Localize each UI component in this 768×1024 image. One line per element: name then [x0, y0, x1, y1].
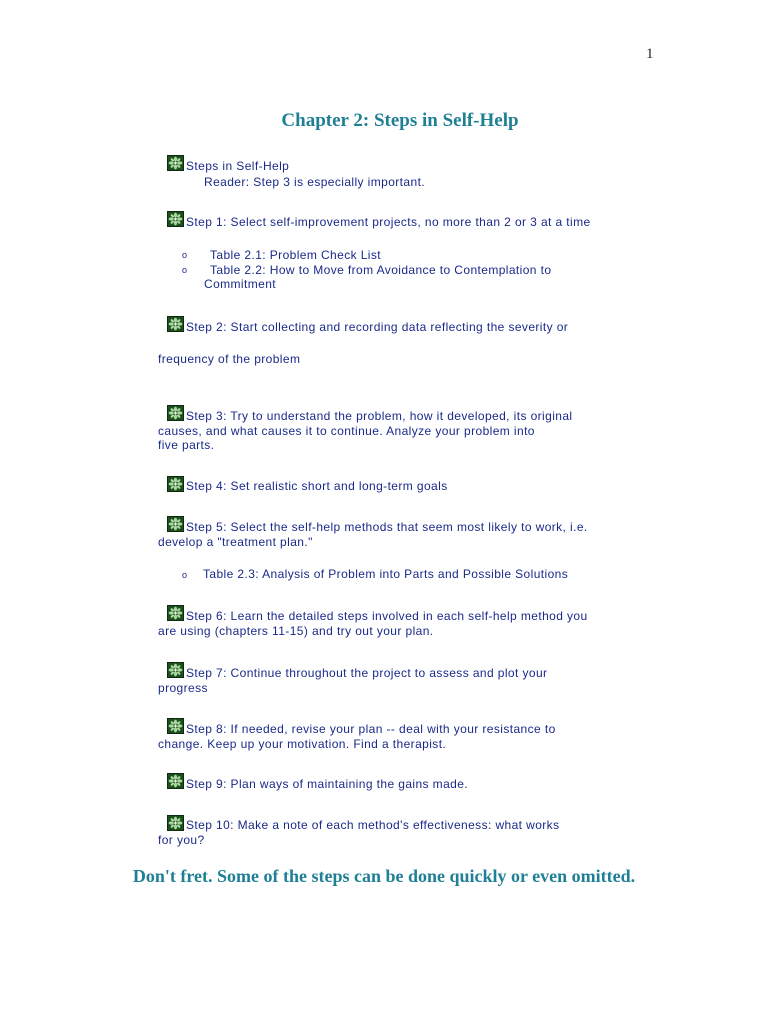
- flower-bullet-icon: [167, 773, 184, 789]
- step-4-text: Step 4: Set realistic short and long-term goals: [186, 479, 448, 493]
- table-2-2-link[interactable]: Table 2.2: How to Move from Avoidance to Contemplation to: [210, 263, 552, 277]
- footer-note: Don't fret. Some of the steps can be done quickly or even omitted.: [132, 866, 636, 886]
- step-5-text: Step 5: Select the self-help methods that seem most likely to work, i.e.: [186, 520, 588, 534]
- step-7-text-cont: progress: [158, 681, 208, 695]
- step-6-text-cont: are using (chapters 11-15) and try out your plan.: [158, 624, 434, 638]
- step-2-text-cont: frequency of the problem: [158, 352, 301, 366]
- step-8-text: Step 8: If needed, revise your plan -- deal with your resistance to: [186, 722, 556, 736]
- step-3-text-cont: causes, and what causes it to continue. Analyze your problem into: [158, 424, 535, 438]
- step-9-text: Step 9: Plan ways of maintaining the gains made.: [186, 777, 469, 791]
- step-1-text: Step 1: Select self-improvement projects, no more than 2 or 3 at a time: [186, 215, 591, 229]
- step-3-text-cont: five parts.: [158, 438, 215, 452]
- flower-bullet-icon: [167, 662, 184, 678]
- page-title: Chapter 2: Steps in Self-Help: [281, 110, 519, 131]
- flower-bullet-icon: [167, 211, 184, 227]
- bullet-marker: o: [182, 265, 188, 275]
- flower-bullet-icon: [167, 155, 184, 171]
- table-2-1-link[interactable]: Table 2.1: Problem Check List: [210, 248, 382, 262]
- flower-bullet-icon: [167, 316, 184, 332]
- step-5-text-cont: develop a "treatment plan.": [158, 535, 313, 549]
- intro-heading: Steps in Self-Help: [186, 159, 290, 173]
- step-3-text: Step 3: Try to understand the problem, how it developed, its original: [186, 409, 573, 423]
- flower-bullet-icon: [167, 718, 184, 734]
- bullet-marker: o: [182, 570, 188, 580]
- flower-bullet-icon: [167, 605, 184, 621]
- step-10-text: Step 10: Make a note of each method's effectiveness: what works: [186, 818, 560, 832]
- step-6-text: Step 6: Learn the detailed steps involved in each self-help method you: [186, 609, 588, 623]
- flower-bullet-icon: [167, 405, 184, 421]
- flower-bullet-icon: [167, 815, 184, 831]
- table-2-2-link-cont[interactable]: Commitment: [204, 277, 277, 291]
- step-2-text: Step 2: Start collecting and recording data reflecting the severity or: [186, 320, 569, 334]
- table-2-3-link[interactable]: Table 2.3: Analysis of Problem into Parts and Possible Solutions: [203, 567, 569, 581]
- step-10-text-cont: for you?: [158, 833, 205, 847]
- intro-note: Reader: Step 3 is especially important.: [204, 175, 426, 189]
- flower-bullet-icon: [167, 476, 184, 492]
- page-number: 1: [646, 46, 654, 62]
- flower-bullet-icon: [167, 516, 184, 532]
- bullet-marker: o: [182, 250, 188, 260]
- step-7-text: Step 7: Continue throughout the project to assess and plot your: [186, 666, 548, 680]
- step-8-text-cont: change. Keep up your motivation. Find a therapist.: [158, 737, 447, 751]
